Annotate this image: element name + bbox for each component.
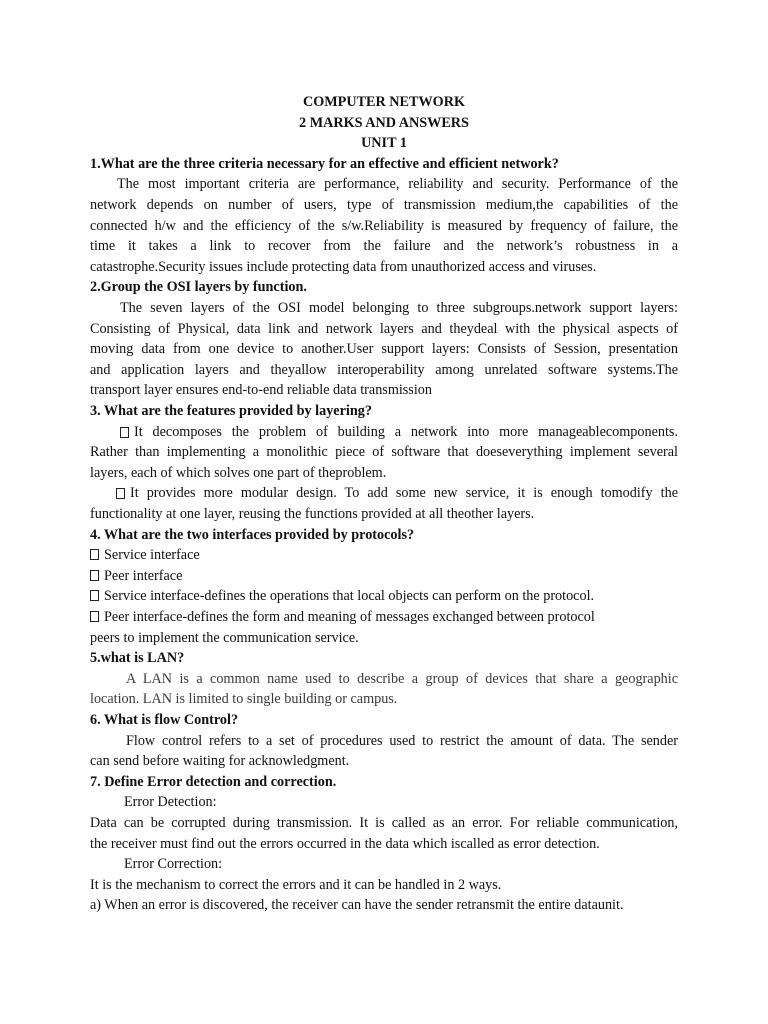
- answer-1-line: network depends on number of users, type of transmission medium,the capabilities of the: [90, 197, 678, 213]
- answer-3-line: layers, each of which solves one part of theproblem.: [90, 464, 387, 481]
- error-detection-label: Error Detection:: [124, 794, 217, 811]
- answer-5-line: A LAN is a common name used to describe a group of devices that share a geographic: [126, 670, 678, 687]
- bullet-box-icon: [90, 611, 99, 622]
- bullet-box-icon: [90, 549, 99, 560]
- answer-7-line: a) When an error is discovered, the receiver can have the sender retransmit the entire dataunit.: [90, 897, 624, 914]
- bullet-box-icon: [90, 570, 99, 581]
- document-subtitle: 2 MARKS AND ANSWERS: [299, 114, 469, 131]
- answer-7-line: It is the mechanism to correct the errors and it can be handled in 2 ways.: [90, 876, 502, 893]
- error-correction-label: Error Correction:: [124, 856, 223, 873]
- question-7: 7. Define Error detection and correction.: [90, 773, 337, 790]
- answer-4-bullet-line: [90, 545, 678, 566]
- question-4: 4. What are the two interfaces provided by protocols?: [90, 526, 415, 543]
- bullet-box-icon: [116, 488, 125, 499]
- answer-4-bullet-line: [90, 586, 678, 607]
- answer-6-line: Flow control refers to a set of procedures used to restrict the amount of data. The sender: [126, 732, 678, 749]
- answer-1-line: connected h/w and the efficiency of the s/w.Reliability is measured by frequency of failure, the: [90, 217, 678, 234]
- bullet-box-icon: [90, 590, 99, 601]
- bullet-box-icon: [120, 427, 129, 438]
- question-1: 1.What are the three criteria necessary for an effective and efficient network?: [90, 155, 559, 172]
- answer-3-line: It decomposes the problem of building a network into more manageablecomponents.: [134, 423, 678, 440]
- answer-7-line: Data can be corrupted during transmission. It is called as an error. For reliable communication,: [90, 815, 678, 831]
- answer-4-line: peers to implement the communication service.: [90, 629, 359, 646]
- answer-2-line: The seven layers of the OSI model belonging to three subgroups.network support layers:: [120, 300, 678, 316]
- answer-3-bullet-line: [120, 422, 678, 443]
- answer-1-line: catastrophe.Security issues include protecting data from unauthorized access and viruses.: [90, 258, 597, 275]
- answer-4-bullet-line: [90, 607, 678, 628]
- answer-3-line: functionality at one layer, reusing the functions provided at all theother layers.: [90, 506, 535, 522]
- answer-3-bullet-line: [116, 483, 678, 504]
- answer-4-bullet-line: [90, 566, 678, 587]
- answer-2-line: and application layers and theyallow interoperability among unrelated software systems.The: [90, 361, 678, 378]
- answer-3-line: It provides more modular design. To add some new service, it is enough tomodify the: [130, 485, 678, 502]
- answer-4-line: Service interface-defines the operations that local objects can perform on the protocol.: [104, 588, 595, 605]
- question-6: 6. What is flow Control?: [90, 712, 239, 728]
- answer-4-line: Service interface: [104, 547, 200, 564]
- question-3: 3. What are the features provided by layering?: [90, 403, 372, 419]
- document-title: COMPUTER NETWORK: [303, 94, 465, 110]
- answer-1-line: time it takes a link to recover from the failure and the network’s robustness in a: [90, 238, 678, 255]
- answer-1-line: The most important criteria are performance, reliability and security. Performance of the: [117, 176, 678, 193]
- answer-2-line: transport layer ensures end-to-end reliable data transmission: [90, 382, 432, 399]
- question-5: 5.what is LAN?: [90, 650, 185, 667]
- answer-7-line: the receiver must find out the errors occurred in the data which iscalled as error detection.: [90, 835, 600, 852]
- answer-2-line: moving data from one device to another.User support layers: Consists of Session, presentation: [90, 341, 678, 358]
- answer-3-line: Rather than implementing a monolithic piece of software that doeseverything implement several: [90, 444, 678, 461]
- unit-heading: UNIT 1: [361, 135, 407, 152]
- answer-6-line: can send before waiting for acknowledgment.: [90, 753, 350, 770]
- answer-5-line: location. LAN is limited to single building or campus.: [90, 691, 398, 708]
- answer-2-line: Consisting of Physical, data link and network layers and theydeal with the physical aspects of: [90, 320, 678, 337]
- question-2: 2.Group the OSI layers by function.: [90, 279, 307, 296]
- answer-4-line: Peer interface: [104, 567, 183, 584]
- answer-4-line: Peer interface-defines the form and meaning of messages exchanged between protocol: [104, 609, 595, 625]
